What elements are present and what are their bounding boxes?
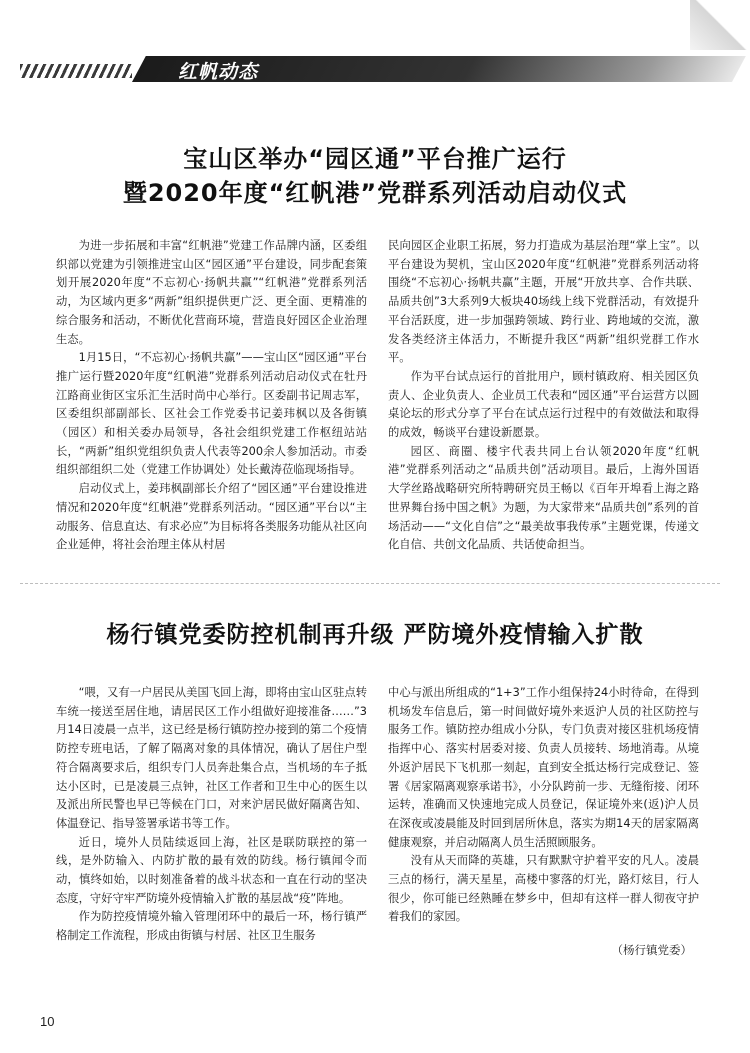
article1-paragraph: 作为平台试点运行的首批用户，顾村镇政府、相关园区负责人、企业负责人、企业员工代表和“园区通”平台运营方以圆桌论坛的形式分享了平台在试点运行过程中的有效做法和取得的成效，畅谈平台建设新愿景。 — [388, 369, 699, 440]
article1-left-column — [56, 237, 367, 555]
article1-paragraph: 启动仪式上，姜玮枫副部长介绍了“园区通”平台建设推进情况和2020年度“红帆港”党群系列活动。“园区通”平台以“主动服务、信息直达、有求必应”为目标将各类服务功能从社区向企业延伸，将社会治理主体从村居 — [56, 482, 367, 552]
article2-signature: （杨行镇党委） — [611, 943, 692, 957]
header-stripe-decoration — [20, 64, 132, 78]
article1-right-column — [388, 237, 699, 555]
article2-right-column — [388, 684, 699, 927]
article2-paragraph: 近日，境外人员陆续返回上海，社区是联防联控的第一线，是外防输入、内防扩散的最有效的防线。杨行镇闻令而动，慎终如始，以时刻准备着的战斗状态和一直在行动的坚决态度，守好守牢严防境外疫情输入扩散的基层战“疫”阵地。 — [56, 835, 367, 905]
section-header-banner — [0, 52, 750, 86]
article2-paragraph: 作为防控疫情境外输入管理闭环中的最后一环，杨行镇严格制定工作流程，形成由街镇与村居、社区卫生服务 — [56, 910, 367, 943]
page-number: 10 — [40, 1014, 55, 1029]
article2-paragraph: 没有从天而降的英雄，只有默默守护着平安的凡人。凌晨三点的杨行，满天星星，高楼中寥落的灯光，路灯炫目，行人很少，你可能已经熟睡在梦乡中，但却有这样一群人彻夜守护着我们的家园。 — [388, 854, 699, 924]
article1-title-line1: 宝山区举办“园区通”平台推广运行 — [183, 145, 567, 173]
article2-paragraph: “喂，又有一户居民从美国飞回上海，即将由宝山区驻点转车统一接送至居住地，请居民区工作小组做好迎接准备……”3月14日凌晨一点半，这已经是杨行镇防控办接到的第二个疫情防控专班电话，了解了隔离对象的具体情况，确认了居住户型符合隔离要求后，组织专门人员奔赴集合点，当机场的车子抵达小区时，已是凌晨三点钟，社区工作者和卫生中心的医生以及派出所民警也早已等候在门口，对来沪居民做好隔离告知、体温登记、指导签署承诺书等工作。 — [56, 686, 367, 830]
article2-title: 杨行镇党委防控机制再升级 严防境外疫情输入扩散 — [106, 622, 644, 648]
article2-paragraph-continued: 中心与派出所组成的“1+3”工作小组保持24小时待命，在得到机场发车信息后，第一时间做好境外来返沪人员的社区防控与服务工作。镇防控办组成小分队，专门负责对接区驻机场疫情指挥中心、落实村居委对接、负责人员接转、场地消毒。从境外返沪居民下飞机那一刻起，直到安全抵达杨行完成登记、签署《居家隔离观察承诺书》，小分队跨前一步、无缝衔接、闭环运转，准确而又快速地完成人员登记，保证境外来(返)沪人员在深夜或凌晨能及时回到居所休息，落实为期14天的居家隔离健康观察，并启动隔离人员生活照顾服务。 — [388, 686, 699, 849]
section-title: 红帆动态 — [178, 61, 259, 83]
article1-paragraph: 1月15日，“不忘初心·扬帆共赢”——宝山区“园区通”平台推广运行暨2020年度“红帆港”党群系列活动启动仪式在牡丹江路商业街区宝乐汇生活时尚中心举行。区委副书记周志军，区委组织部副部长、区社会工作党委书记姜玮枫以及各街镇（园区）和相关委办局领导，各社会组织党建工作枢纽站站长，“两新”组织党组织负责人代表等200余人参加活动。市委组织部组织二处（党建工作协调处）处长戴涛莅临现场指导。 — [56, 351, 367, 477]
article-divider — [20, 583, 720, 584]
article1-title-line2: 暨2020年度“红帆港”党群系列活动启动仪式 — [122, 179, 628, 207]
page-corner-fold — [690, 0, 750, 50]
article1-paragraph-continued: 民向园区企业职工拓展，努力打造成为基层治理“掌上宝”。以平台建设为契机，宝山区2020年度“红帆港”党群系列活动将围绕“不忘初心·扬帆共赢”主题，开展“开放共享、合作共联、品质共创”3大系列9大板块40场线上线下党群活动，有效提升平台活跃度，进一步加强跨领域、跨行业、跨地域的交流，激发各类经济主体活力，不断提升我区“两新”组织党群工作水平。 — [388, 239, 699, 365]
article2-left-column — [56, 684, 367, 946]
article1-paragraph: 园区、商圈、楼宇代表共同上台认领2020年度“红帆港”党群系列活动之“品质共创”活动项目。最后，上海外国语大学丝路战略研究所特聘研究员王畅以《百年开埠看上海之路 世界舞台扬中国之帆》为题，为大家带来“品质共创”系列的首场活动——“文化自信”之“最美故事我传承”主题党课，传递文化自信、共创文化品质、共话使命担当。 — [388, 444, 699, 552]
article1-paragraph: 为进一步拓展和丰富“红帆港”党建工作品牌内涵，区委组织部以党建为引领推进宝山区“园区通”平台建设，同步配套策划开展2020年度“不忘初心·扬帆共赢”“红帆港”党群系列活动，为区域内更多“两新”组织提供更广泛、更全面、更精准的综合服务和活动，不断优化营商环境，营造良好园区企业治理生态。 — [56, 239, 367, 346]
